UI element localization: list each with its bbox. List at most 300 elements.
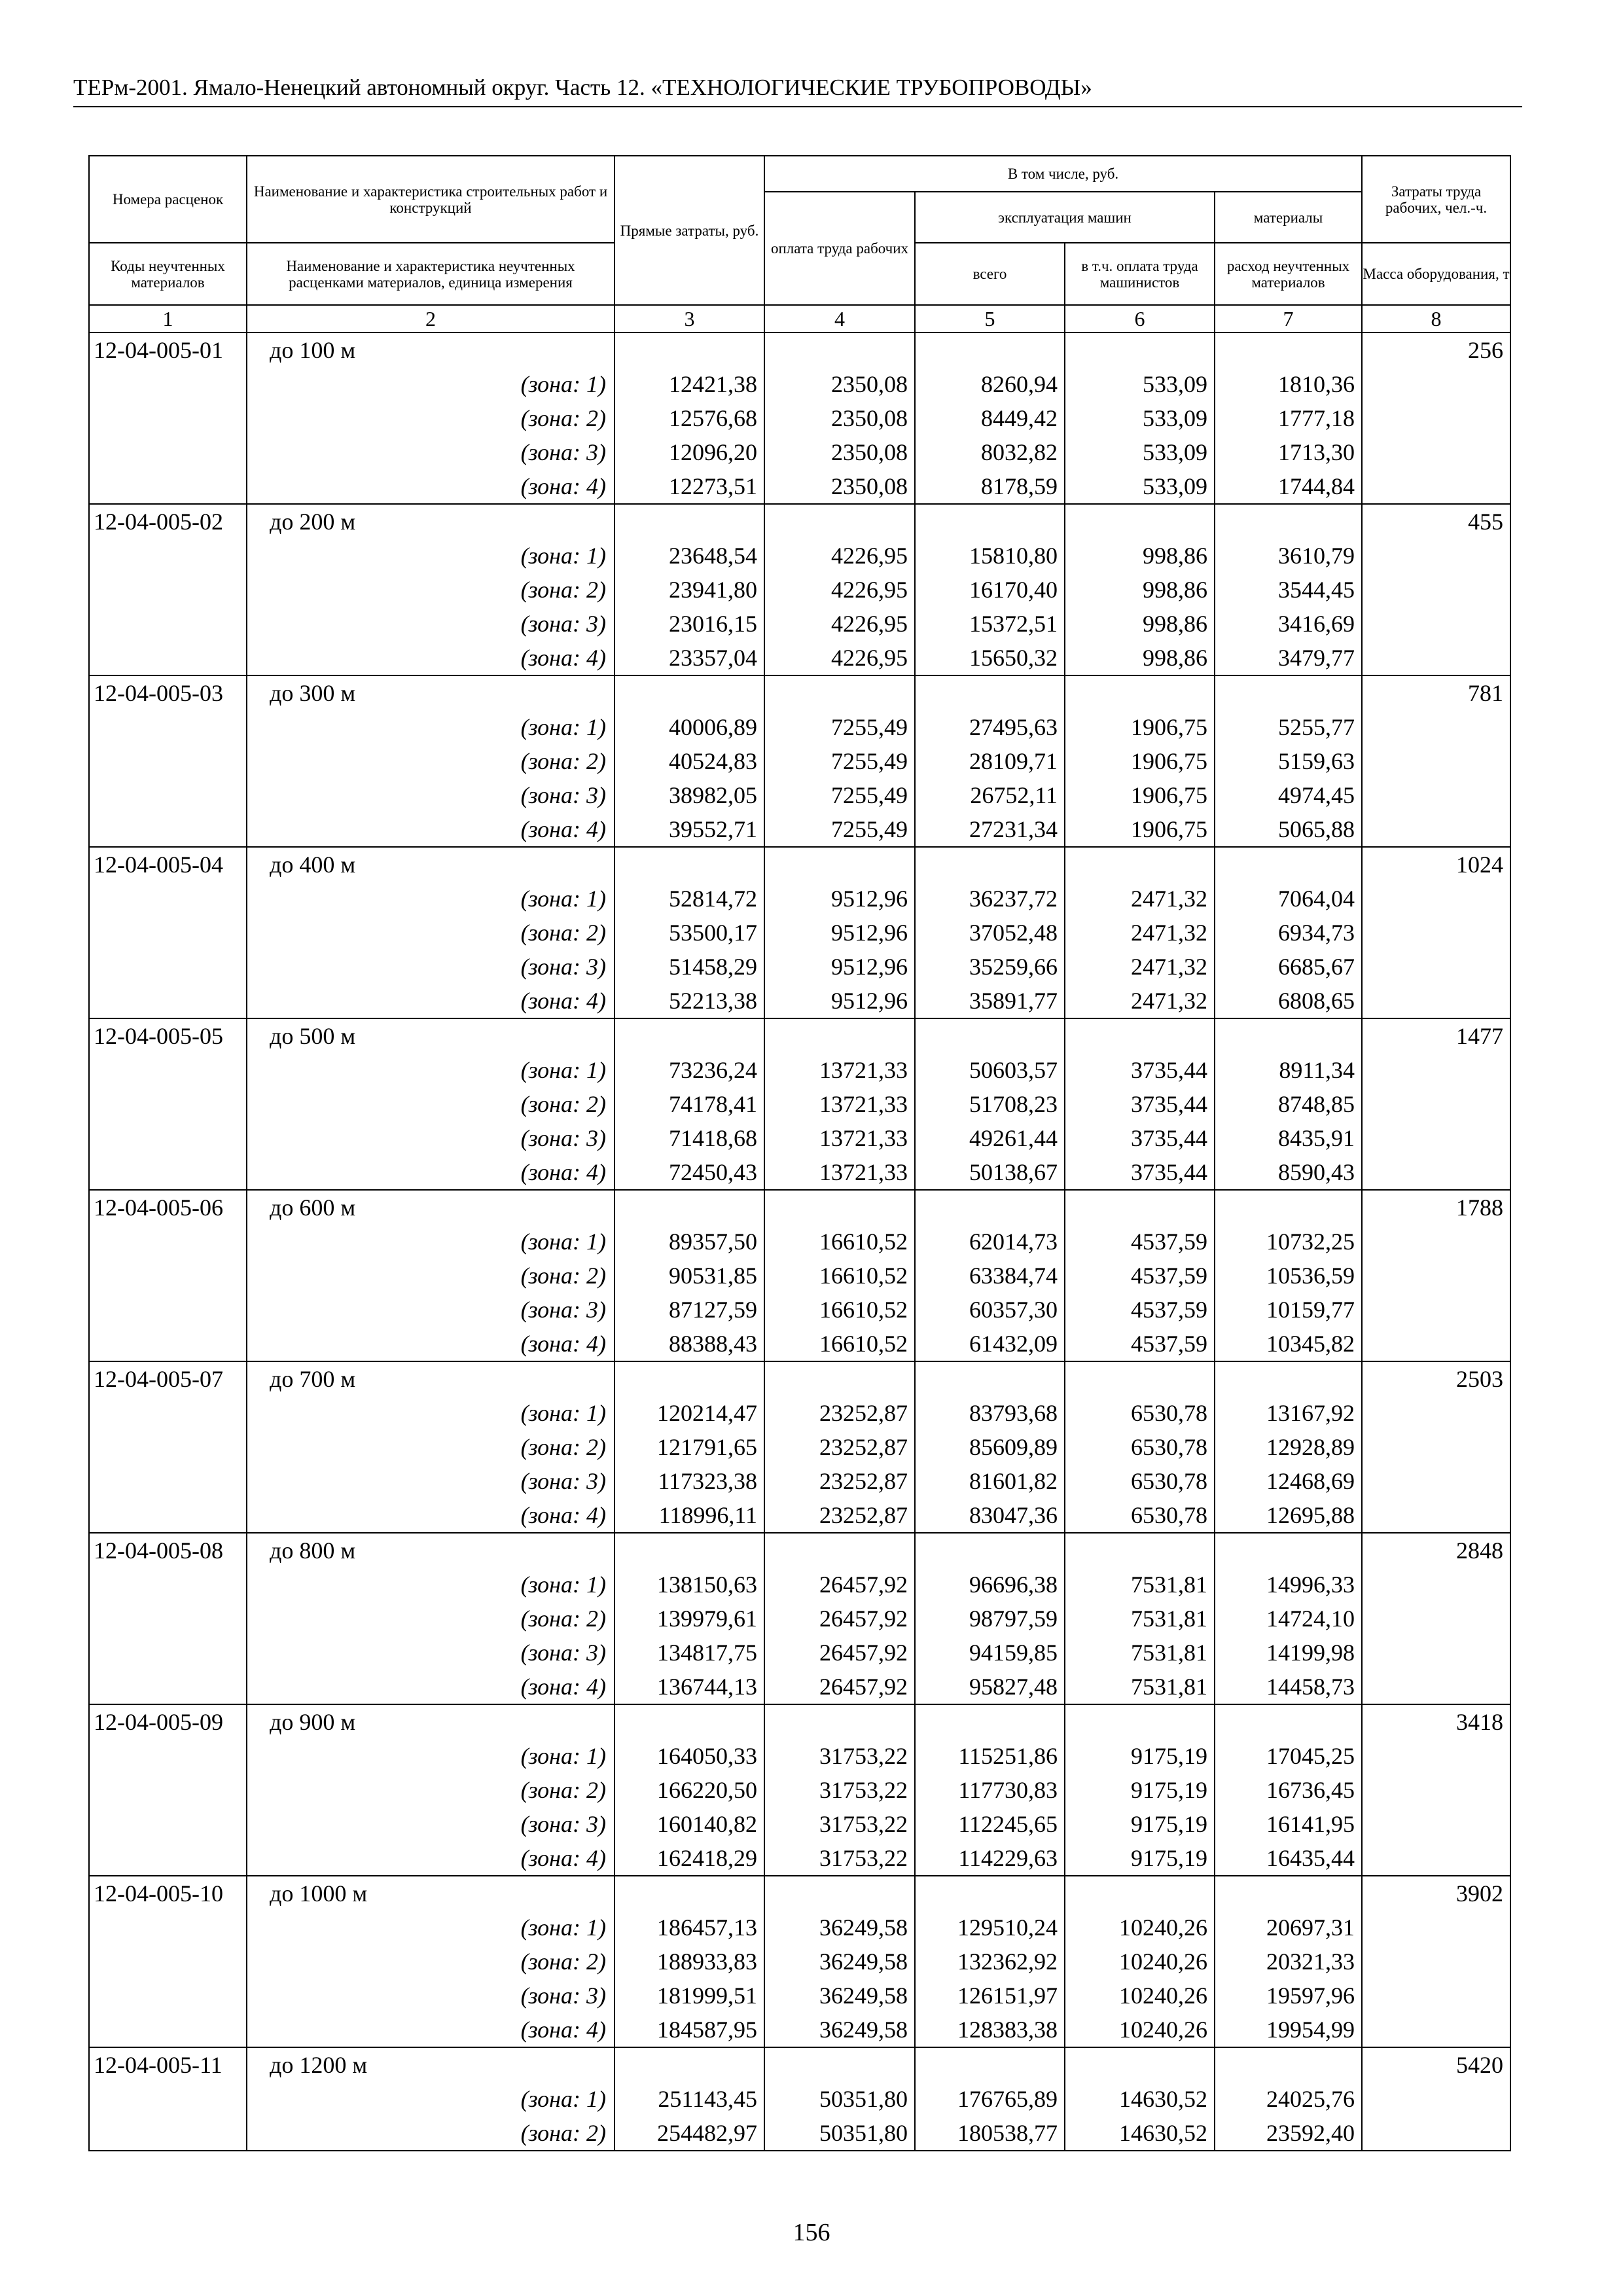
machines-total: 15372,51 (915, 607, 1065, 641)
labor-pay: 2350,08 (764, 435, 915, 469)
empty-cell (89, 1327, 247, 1361)
page-header: ТЕРм-2001. Ямало-Ненецкий автономный округ. Часть 12. «ТЕХНОЛОГИЧЕСКИЕ ТРУБОПРОВОДЫ» (73, 73, 1522, 107)
zone-label: (зона: 2) (247, 1259, 615, 1293)
labor-pay: 50351,80 (764, 2116, 915, 2151)
machines-total: 81601,82 (915, 1464, 1065, 1498)
machines-total: 126151,97 (915, 1979, 1065, 2013)
operators-pay: 9175,19 (1065, 1773, 1215, 1807)
empty-cell (89, 1807, 247, 1841)
empty-cell (1362, 469, 1510, 504)
machines-total: 83047,36 (915, 1498, 1065, 1533)
empty-cell (89, 1773, 247, 1807)
labor-pay: 31753,22 (764, 1739, 915, 1773)
operators-pay: 6530,78 (1065, 1430, 1215, 1464)
materials-cost: 6934,73 (1215, 916, 1362, 950)
table-row (89, 573, 1510, 607)
column-number-row (89, 305, 1510, 332)
empty-cell (1362, 1053, 1510, 1087)
labor-pay: 23252,87 (764, 1464, 915, 1498)
table-row (89, 1807, 1510, 1841)
operators-pay: 3735,44 (1065, 1121, 1215, 1155)
header-work-name: Наименование и характеристика строительных работ и конструкций (247, 156, 615, 243)
operators-pay: 533,09 (1065, 401, 1215, 435)
empty-cell (1215, 1876, 1362, 1910)
zone-label: (зона: 4) (247, 2013, 615, 2047)
column-number: 1 (89, 305, 247, 332)
header-operators-pay: в т.ч. оплата труда машинистов (1065, 243, 1215, 305)
empty-cell (1362, 1945, 1510, 1979)
zone-label: (зона: 1) (247, 710, 615, 744)
zone-label: (зона: 2) (247, 573, 615, 607)
header-rate-numbers: Номера расценок (89, 156, 247, 243)
rate-group (89, 1361, 1510, 1533)
labor-costs: 3418 (1362, 1704, 1510, 1739)
operators-pay: 10240,26 (1065, 1910, 1215, 1945)
empty-cell (89, 1498, 247, 1533)
labor-pay: 31753,22 (764, 1841, 915, 1876)
operators-pay: 4537,59 (1065, 1327, 1215, 1361)
labor-pay: 16610,52 (764, 1327, 915, 1361)
table-row (89, 1396, 1510, 1430)
machines-total: 128383,38 (915, 2013, 1065, 2047)
table-row (89, 1464, 1510, 1498)
empty-cell (1362, 1498, 1510, 1533)
zone-label: (зона: 4) (247, 1155, 615, 1190)
machines-total: 85609,89 (915, 1430, 1065, 1464)
materials-cost: 12928,89 (1215, 1430, 1362, 1464)
empty-cell (1362, 2082, 1510, 2116)
operators-pay: 3735,44 (1065, 1155, 1215, 1190)
labor-pay: 26457,92 (764, 1602, 915, 1636)
operators-pay: 6530,78 (1065, 1396, 1215, 1430)
direct-costs: 12576,68 (615, 401, 764, 435)
empty-cell (764, 504, 915, 539)
empty-cell (1215, 1704, 1362, 1739)
rate-group (89, 1190, 1510, 1361)
direct-costs: 164050,33 (615, 1739, 764, 1773)
zone-label: (зона: 1) (247, 1739, 615, 1773)
table-row (89, 1259, 1510, 1293)
empty-cell (1362, 539, 1510, 573)
operators-pay: 6530,78 (1065, 1464, 1215, 1498)
empty-cell (764, 1190, 915, 1225)
empty-cell (1215, 675, 1362, 710)
materials-cost: 14996,33 (1215, 1568, 1362, 1602)
zone-label: (зона: 3) (247, 778, 615, 812)
empty-cell (89, 1087, 247, 1121)
empty-cell (1362, 1841, 1510, 1876)
table-row (89, 332, 1510, 367)
machines-total: 98797,59 (915, 1602, 1065, 1636)
empty-cell (615, 847, 764, 882)
empty-cell (1065, 1190, 1215, 1225)
work-title: до 800 м (247, 1533, 615, 1568)
empty-cell (915, 1533, 1065, 1568)
operators-pay: 2471,32 (1065, 882, 1215, 916)
materials-cost: 13167,92 (1215, 1396, 1362, 1430)
empty-cell (1362, 367, 1510, 401)
rate-group (89, 675, 1510, 847)
direct-costs: 188933,83 (615, 1945, 764, 1979)
labor-pay: 9512,96 (764, 984, 915, 1018)
direct-costs: 38982,05 (615, 778, 764, 812)
work-title: до 300 м (247, 675, 615, 710)
rate-code: 12-04-005-06 (89, 1190, 247, 1225)
empty-cell (89, 1945, 247, 1979)
labor-costs: 3902 (1362, 1876, 1510, 1910)
labor-pay: 36249,58 (764, 2013, 915, 2047)
empty-cell (1362, 1979, 1510, 2013)
operators-pay: 4537,59 (1065, 1225, 1215, 1259)
labor-pay: 26457,92 (764, 1568, 915, 1602)
labor-pay: 16610,52 (764, 1259, 915, 1293)
operators-pay: 533,09 (1065, 367, 1215, 401)
rate-code: 12-04-005-07 (89, 1361, 247, 1396)
machines-total: 83793,68 (915, 1396, 1065, 1430)
table-row (89, 1876, 1510, 1910)
table-row (89, 469, 1510, 504)
empty-cell (89, 1568, 247, 1602)
machines-total: 94159,85 (915, 1636, 1065, 1670)
labor-pay: 4226,95 (764, 573, 915, 607)
materials-cost: 5159,63 (1215, 744, 1362, 778)
zone-label: (зона: 4) (247, 812, 615, 847)
empty-cell (915, 1361, 1065, 1396)
materials-cost: 5255,77 (1215, 710, 1362, 744)
work-title: до 200 м (247, 504, 615, 539)
empty-cell (89, 469, 247, 504)
work-title: до 900 м (247, 1704, 615, 1739)
empty-cell (89, 2116, 247, 2151)
zone-label: (зона: 3) (247, 1121, 615, 1155)
work-title: до 1200 м (247, 2047, 615, 2082)
labor-pay: 2350,08 (764, 469, 915, 504)
empty-cell (89, 2013, 247, 2047)
rate-code: 12-04-005-01 (89, 332, 247, 367)
table-row (89, 1945, 1510, 1979)
empty-cell (1362, 1430, 1510, 1464)
empty-cell (1362, 401, 1510, 435)
header-labor-pay: оплата труда рабочих (764, 192, 915, 305)
operators-pay: 7531,81 (1065, 1568, 1215, 1602)
zone-label: (зона: 2) (247, 744, 615, 778)
zone-label: (зона: 3) (247, 1979, 615, 2013)
zone-label: (зона: 1) (247, 367, 615, 401)
labor-pay: 4226,95 (764, 539, 915, 573)
table-row (89, 504, 1510, 539)
machines-total: 27495,63 (915, 710, 1065, 744)
work-title: до 100 м (247, 332, 615, 367)
labor-costs: 5420 (1362, 2047, 1510, 2082)
table-row (89, 1602, 1510, 1636)
table-row (89, 916, 1510, 950)
empty-cell (89, 1670, 247, 1704)
direct-costs: 254482,97 (615, 2116, 764, 2151)
zone-label: (зона: 1) (247, 1053, 615, 1087)
labor-pay: 36249,58 (764, 1910, 915, 1945)
empty-cell (1362, 1155, 1510, 1190)
empty-cell (89, 916, 247, 950)
labor-costs: 1024 (1362, 847, 1510, 882)
rate-group (89, 504, 1510, 675)
machines-total: 15810,80 (915, 539, 1065, 573)
machines-total: 27231,34 (915, 812, 1065, 847)
materials-cost: 17045,25 (1215, 1739, 1362, 1773)
header-unaccounted-materials: расход неучтенных материалов (1215, 243, 1362, 305)
empty-cell (89, 641, 247, 675)
materials-cost: 14458,73 (1215, 1670, 1362, 1704)
direct-costs: 160140,82 (615, 1807, 764, 1841)
labor-pay: 36249,58 (764, 1979, 915, 2013)
empty-cell (1362, 1568, 1510, 1602)
direct-costs: 71418,68 (615, 1121, 764, 1155)
materials-cost: 3610,79 (1215, 539, 1362, 573)
machines-total: 26752,11 (915, 778, 1065, 812)
labor-pay: 13721,33 (764, 1087, 915, 1121)
labor-pay: 31753,22 (764, 1807, 915, 1841)
labor-pay: 4226,95 (764, 641, 915, 675)
direct-costs: 53500,17 (615, 916, 764, 950)
labor-pay: 7255,49 (764, 744, 915, 778)
empty-cell (89, 367, 247, 401)
column-number: 4 (764, 305, 915, 332)
operators-pay: 7531,81 (1065, 1636, 1215, 1670)
empty-cell (915, 1190, 1065, 1225)
operators-pay: 1906,75 (1065, 778, 1215, 812)
table-row (89, 2047, 1510, 2082)
table-row (89, 2082, 1510, 2116)
table-row (89, 1773, 1510, 1807)
labor-pay: 13721,33 (764, 1121, 915, 1155)
empty-cell (1362, 573, 1510, 607)
empty-cell (1065, 332, 1215, 367)
machines-total: 129510,24 (915, 1910, 1065, 1945)
column-number: 7 (1215, 305, 1362, 332)
rate-group (89, 1533, 1510, 1704)
table-row (89, 1841, 1510, 1876)
empty-cell (764, 675, 915, 710)
operators-pay: 7531,81 (1065, 1602, 1215, 1636)
direct-costs: 181999,51 (615, 1979, 764, 2013)
operators-pay: 10240,26 (1065, 2013, 1215, 2047)
operators-pay: 998,86 (1065, 641, 1215, 675)
zone-label: (зона: 4) (247, 641, 615, 675)
table-row (89, 710, 1510, 744)
operators-pay: 10240,26 (1065, 1979, 1215, 2013)
operators-pay: 998,86 (1065, 539, 1215, 573)
direct-costs: 134817,75 (615, 1636, 764, 1670)
table-row (89, 812, 1510, 847)
materials-cost: 14199,98 (1215, 1636, 1362, 1670)
rate-group (89, 847, 1510, 1018)
table-row (89, 1533, 1510, 1568)
empty-cell (1362, 1087, 1510, 1121)
empty-cell (89, 401, 247, 435)
zone-label: (зона: 2) (247, 1087, 615, 1121)
empty-cell (89, 1225, 247, 1259)
machines-total: 62014,73 (915, 1225, 1065, 1259)
table-row (89, 984, 1510, 1018)
zone-label: (зона: 3) (247, 1636, 615, 1670)
empty-cell (1065, 1533, 1215, 1568)
empty-cell (1362, 778, 1510, 812)
empty-cell (1362, 1807, 1510, 1841)
direct-costs: 12273,51 (615, 469, 764, 504)
direct-costs: 73236,24 (615, 1053, 764, 1087)
machines-total: 8449,42 (915, 401, 1065, 435)
table-row (89, 950, 1510, 984)
labor-pay: 50351,80 (764, 2082, 915, 2116)
empty-cell (1362, 1225, 1510, 1259)
machines-total: 63384,74 (915, 1259, 1065, 1293)
operators-pay: 533,09 (1065, 435, 1215, 469)
page-number: 156 (793, 2219, 830, 2246)
operators-pay: 2471,32 (1065, 916, 1215, 950)
empty-cell (1065, 1704, 1215, 1739)
materials-cost: 1810,36 (1215, 367, 1362, 401)
operators-pay: 9175,19 (1065, 1807, 1215, 1841)
labor-pay: 7255,49 (764, 710, 915, 744)
empty-cell (89, 744, 247, 778)
direct-costs: 12096,20 (615, 435, 764, 469)
machines-total: 60357,30 (915, 1293, 1065, 1327)
operators-pay: 1906,75 (1065, 744, 1215, 778)
materials-cost: 8435,91 (1215, 1121, 1362, 1155)
labor-pay: 13721,33 (764, 1155, 915, 1190)
empty-cell (764, 1876, 915, 1910)
machines-total: 37052,48 (915, 916, 1065, 950)
operators-pay: 14630,52 (1065, 2116, 1215, 2151)
table-row (89, 2116, 1510, 2151)
empty-cell (89, 1121, 247, 1155)
direct-costs: 89357,50 (615, 1225, 764, 1259)
header-machine-operation: эксплуатация машин (915, 192, 1215, 243)
direct-costs: 40524,83 (615, 744, 764, 778)
table-row (89, 435, 1510, 469)
labor-pay: 26457,92 (764, 1670, 915, 1704)
table-row (89, 1979, 1510, 2013)
zone-label: (зона: 1) (247, 1568, 615, 1602)
rate-code: 12-04-005-04 (89, 847, 247, 882)
labor-costs: 2503 (1362, 1361, 1510, 1396)
materials-cost: 3544,45 (1215, 573, 1362, 607)
machines-total: 132362,92 (915, 1945, 1065, 1979)
labor-costs: 1477 (1362, 1018, 1510, 1053)
table-row (89, 401, 1510, 435)
header-machines-total: всего (915, 243, 1065, 305)
machines-total: 15650,32 (915, 641, 1065, 675)
operators-pay: 1906,75 (1065, 710, 1215, 744)
direct-costs: 90531,85 (615, 1259, 764, 1293)
table-row (89, 1910, 1510, 1945)
empty-cell (1362, 1396, 1510, 1430)
header-direct-costs: Прямые затраты, руб. (615, 156, 764, 305)
labor-costs: 2848 (1362, 1533, 1510, 1568)
machines-total: 8178,59 (915, 469, 1065, 504)
empty-cell (615, 1018, 764, 1053)
rate-code: 12-04-005-03 (89, 675, 247, 710)
machines-total: 36237,72 (915, 882, 1065, 916)
empty-cell (1215, 332, 1362, 367)
empty-cell (1065, 504, 1215, 539)
rate-code: 12-04-005-05 (89, 1018, 247, 1053)
labor-pay: 23252,87 (764, 1396, 915, 1430)
empty-cell (1065, 1018, 1215, 1053)
table-row (89, 1568, 1510, 1602)
table-row (89, 1225, 1510, 1259)
operators-pay: 14630,52 (1065, 2082, 1215, 2116)
zone-label: (зона: 4) (247, 1841, 615, 1876)
zone-label: (зона: 3) (247, 950, 615, 984)
empty-cell (615, 332, 764, 367)
zone-label: (зона: 4) (247, 984, 615, 1018)
materials-cost: 8748,85 (1215, 1087, 1362, 1121)
operators-pay: 2471,32 (1065, 950, 1215, 984)
empty-cell (89, 950, 247, 984)
direct-costs: 118996,11 (615, 1498, 764, 1533)
empty-cell (764, 1533, 915, 1568)
empty-cell (1362, 1259, 1510, 1293)
empty-cell (1065, 2047, 1215, 2082)
table-header (89, 156, 1510, 332)
empty-cell (89, 778, 247, 812)
empty-cell (764, 332, 915, 367)
header-material-codes: Коды неучтенных материалов (89, 243, 247, 305)
rate-code: 12-04-005-08 (89, 1533, 247, 1568)
direct-costs: 138150,63 (615, 1568, 764, 1602)
direct-costs: 117323,38 (615, 1464, 764, 1498)
column-number: 8 (1362, 305, 1510, 332)
labor-pay: 9512,96 (764, 950, 915, 984)
materials-cost: 20697,31 (1215, 1910, 1362, 1945)
empty-cell (1065, 1361, 1215, 1396)
zone-label: (зона: 1) (247, 1396, 615, 1430)
rate-group (89, 1876, 1510, 2047)
labor-costs: 781 (1362, 675, 1510, 710)
empty-cell (89, 1396, 247, 1430)
empty-cell (915, 504, 1065, 539)
rate-code: 12-04-005-02 (89, 504, 247, 539)
table-row (89, 882, 1510, 916)
operators-pay: 4537,59 (1065, 1293, 1215, 1327)
empty-cell (615, 1704, 764, 1739)
rate-code: 12-04-005-11 (89, 2047, 247, 2082)
zone-label: (зона: 1) (247, 882, 615, 916)
work-title: до 1000 м (247, 1876, 615, 1910)
zone-label: (зона: 1) (247, 2082, 615, 2116)
empty-cell (915, 1018, 1065, 1053)
empty-cell (89, 1979, 247, 2013)
empty-cell (89, 1293, 247, 1327)
machines-total: 112245,65 (915, 1807, 1065, 1841)
materials-cost: 16141,95 (1215, 1807, 1362, 1841)
materials-cost: 14724,10 (1215, 1602, 1362, 1636)
materials-cost: 4974,45 (1215, 778, 1362, 812)
labor-pay: 13721,33 (764, 1053, 915, 1087)
table-row (89, 1498, 1510, 1533)
operators-pay: 7531,81 (1065, 1670, 1215, 1704)
empty-cell (915, 847, 1065, 882)
direct-costs: 52213,38 (615, 984, 764, 1018)
machines-total: 50138,67 (915, 1155, 1065, 1190)
zone-label: (зона: 4) (247, 1498, 615, 1533)
table-row (89, 367, 1510, 401)
rate-group (89, 1018, 1510, 1190)
materials-cost: 6808,65 (1215, 984, 1362, 1018)
materials-cost: 19954,99 (1215, 2013, 1362, 2047)
labor-pay: 26457,92 (764, 1636, 915, 1670)
empty-cell (1362, 2116, 1510, 2151)
